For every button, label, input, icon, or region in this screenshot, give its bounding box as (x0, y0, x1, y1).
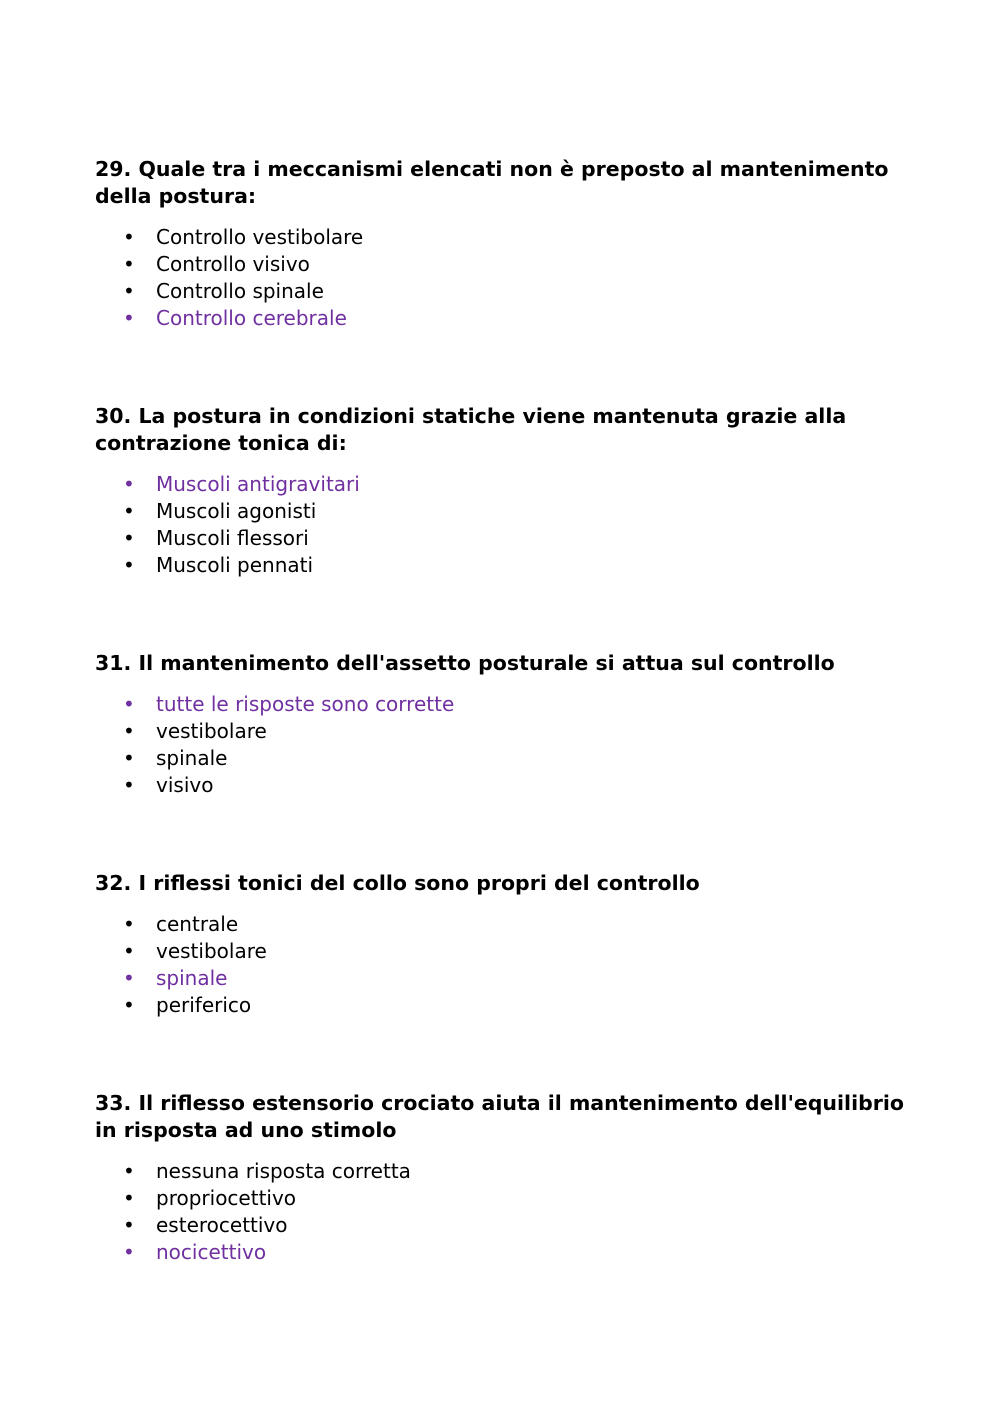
answer-text: periferico (156, 993, 252, 1017)
answer-item (95, 911, 915, 938)
bullet-icon: • (123, 773, 135, 797)
answer-list (95, 691, 915, 799)
answer-item (95, 278, 915, 305)
question-31 (95, 650, 915, 799)
answer-item (95, 718, 915, 745)
correct-answer-item (95, 471, 915, 498)
answer-text: Controllo spinale (156, 279, 324, 303)
answer-text: Controllo visivo (156, 252, 310, 276)
question-title: 29. Quale tra i meccanismi elencati non è preposto al mantenimento della postura: (95, 157, 889, 208)
answer-text: tutte le risposte sono corrette (156, 692, 455, 716)
answer-text: nocicettivo (156, 1240, 267, 1264)
answer-text: visivo (156, 773, 214, 797)
answer-text: esterocettivo (156, 1213, 288, 1237)
answer-text: nessuna risposta corretta (156, 1159, 411, 1183)
answer-item (95, 498, 915, 525)
answer-list (95, 911, 915, 1019)
question-32 (95, 870, 915, 1019)
bullet-icon: • (123, 1159, 135, 1183)
question-title: 31. Il mantenimento dell'assetto posturale si attua sul controllo (95, 651, 835, 675)
question-title: 32. I riflessi tonici del collo sono propri del controllo (95, 871, 700, 895)
correct-answer-item (95, 691, 915, 718)
bullet-icon: • (123, 993, 135, 1017)
correct-answer-item (95, 1239, 915, 1266)
answer-text: Controllo cerebrale (156, 306, 347, 330)
answer-text: spinale (156, 966, 228, 990)
answer-text: Muscoli antigravitari (156, 472, 360, 496)
answer-item (95, 1212, 915, 1239)
bullet-icon: • (123, 279, 135, 303)
bullet-icon: • (123, 912, 135, 936)
answer-item (95, 224, 915, 251)
answer-text: propriocettivo (156, 1186, 297, 1210)
question-title: 30. La postura in condizioni statiche viene mantenuta grazie alla contrazione tonica di: (95, 404, 847, 455)
bullet-icon: • (123, 966, 135, 990)
answer-text: spinale (156, 746, 228, 770)
bullet-icon: • (123, 225, 135, 249)
answer-text: Muscoli pennati (156, 553, 314, 577)
answer-item (95, 938, 915, 965)
correct-answer-item (95, 965, 915, 992)
answer-text: Muscoli flessori (156, 526, 309, 550)
bullet-icon: • (123, 553, 135, 577)
question-30 (95, 403, 915, 579)
question-title: 33. Il riflesso estensorio crociato aiuta il mantenimento dell'equilibrio in risposta ad uno stimolo (95, 1091, 904, 1142)
answer-text: centrale (156, 912, 239, 936)
answer-list (95, 471, 915, 579)
bullet-icon: • (123, 692, 135, 716)
answer-list (95, 224, 915, 332)
bullet-icon: • (123, 1186, 135, 1210)
bullet-icon: • (123, 719, 135, 743)
answer-list (95, 1158, 915, 1266)
answer-item (95, 772, 915, 799)
bullet-icon: • (123, 252, 135, 276)
bullet-icon: • (123, 472, 135, 496)
answer-text: vestibolare (156, 719, 267, 743)
bullet-icon: • (123, 306, 135, 330)
correct-answer-item (95, 305, 915, 332)
document-page (95, 156, 915, 1266)
answer-text: vestibolare (156, 939, 267, 963)
answer-item (95, 1185, 915, 1212)
answer-item (95, 992, 915, 1019)
bullet-icon: • (123, 1240, 135, 1264)
bullet-icon: • (123, 746, 135, 770)
question-33 (95, 1090, 915, 1266)
bullet-icon: • (123, 526, 135, 550)
bullet-icon: • (123, 1213, 135, 1237)
answer-item (95, 745, 915, 772)
answer-item (95, 1158, 915, 1185)
bullet-icon: • (123, 939, 135, 963)
answer-item (95, 251, 915, 278)
answer-text: Muscoli agonisti (156, 499, 317, 523)
question-29 (95, 156, 915, 332)
answer-item (95, 552, 915, 579)
bullet-icon: • (123, 499, 135, 523)
answer-text: Controllo vestibolare (156, 225, 364, 249)
answer-item (95, 525, 915, 552)
